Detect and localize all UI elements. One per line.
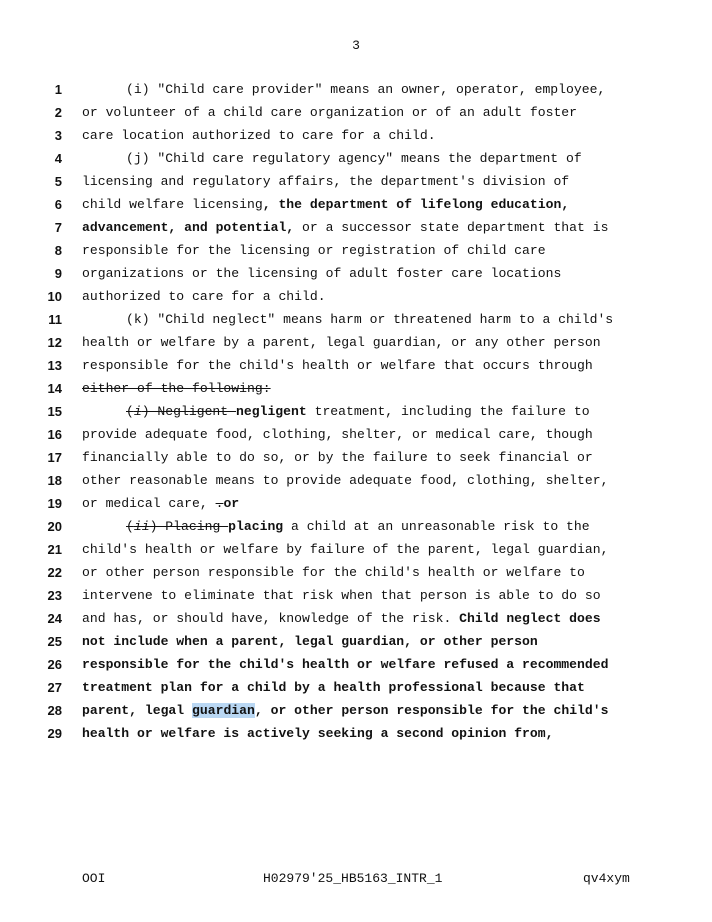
line-text: responsible for the licensing or registration of child care: [82, 243, 546, 258]
struck-text: ii: [133, 519, 150, 534]
inserted-text: negligent: [236, 404, 307, 419]
line-number: 8: [54, 243, 62, 258]
page-number: 3: [352, 38, 360, 53]
line-24: [0, 607, 712, 630]
line-number: 22: [47, 565, 62, 580]
line-7: [0, 216, 712, 239]
line-number: 9: [54, 266, 62, 281]
line-text: licensing and regulatory affairs, the department's division of: [82, 174, 570, 189]
text-run: a child at an unreasonable risk to the: [283, 519, 590, 534]
inserted-text: , or other person responsible for the child's: [254, 703, 609, 718]
line-9: [0, 262, 712, 285]
footer-version-code: qv4xym: [583, 871, 630, 886]
line-number: 23: [47, 588, 62, 603]
line-21: [0, 538, 712, 561]
inserted-text: not include when a parent, legal guardian, or other person: [82, 634, 538, 649]
line-number: 6: [54, 197, 62, 212]
struck-text: either of the following:: [82, 381, 271, 396]
line-text: (i) "Child care provider" means an owner, operator, employee,: [126, 82, 606, 97]
line-12: [0, 331, 712, 354]
line-text: authorized to care for a child.: [82, 289, 326, 304]
line-text: financially able to do so, or by the failure to seek financial or: [82, 450, 593, 465]
line-14: [0, 377, 712, 400]
line-number: 26: [47, 657, 62, 672]
line-number: 15: [47, 404, 62, 419]
line-text: or other person responsible for the child's health or welfare to: [82, 565, 585, 580]
line-number: 3: [54, 128, 62, 143]
footer-drafter-code: OOI: [82, 871, 106, 886]
struck-text: (: [126, 519, 134, 534]
line-27: [0, 676, 712, 699]
line-25: [0, 630, 712, 653]
text-run: child welfare licensing: [82, 197, 263, 212]
line-text: health or welfare by a parent, legal guardian, or any other person: [82, 335, 601, 350]
line-8: [0, 239, 712, 262]
struck-text: ) Placing: [149, 519, 229, 534]
inserted-text: health or welfare is actively seeking a second opinion from,: [82, 726, 554, 741]
line-number: 13: [47, 358, 62, 373]
footer-document-id: H02979'25_HB5163_INTR_1: [263, 871, 443, 886]
struck-text: (: [126, 404, 134, 419]
bill-text: [0, 78, 712, 745]
inserted-text: responsible for the child's health or welfare refused a recommended: [82, 657, 609, 672]
struck-text: i: [133, 404, 142, 419]
line-number: 10: [47, 289, 62, 304]
line-number: 12: [47, 335, 62, 350]
line-10: [0, 285, 712, 308]
line-26: [0, 653, 712, 676]
page-footer: [0, 871, 712, 889]
line-29: [0, 722, 712, 745]
line-text: [82, 197, 569, 212]
line-17: [0, 446, 712, 469]
line-text: [82, 220, 608, 235]
line-13: [0, 354, 712, 377]
line-number: 25: [47, 634, 62, 649]
line-number: 20: [47, 519, 62, 534]
line-text: (j) "Child care regulatory agency" means the department of: [126, 151, 582, 166]
line-19: [0, 492, 712, 515]
line-text: [82, 519, 590, 534]
line-text: [82, 496, 239, 511]
line-4: [0, 147, 712, 170]
line-text: intervene to eliminate that risk when that person is able to do so: [82, 588, 601, 603]
struck-text: .: [215, 496, 224, 511]
line-number: 4: [54, 151, 62, 166]
line-11: [0, 308, 712, 331]
line-3: [0, 124, 712, 147]
line-15: [0, 400, 712, 423]
line-number: 27: [47, 680, 62, 695]
inserted-text: placing: [228, 519, 284, 534]
line-5: [0, 170, 712, 193]
inserted-text: or: [223, 496, 240, 511]
line-18: [0, 469, 712, 492]
line-number: 11: [48, 312, 62, 327]
line-23: [0, 584, 712, 607]
inserted-text: parent, legal: [82, 703, 193, 718]
inserted-text: treatment plan for a child by a health professional because that: [82, 680, 585, 695]
line-number: 24: [47, 611, 62, 626]
line-text: other reasonable means to provide adequate food, clothing, shelter,: [82, 473, 609, 488]
line-20: [0, 515, 712, 538]
line-22: [0, 561, 712, 584]
line-text: provide adequate food, clothing, shelter, or medical care, though: [82, 427, 593, 442]
text-run: or medical care,: [82, 496, 216, 511]
line-28: [0, 699, 712, 722]
line-16: [0, 423, 712, 446]
text-run: treatment, including the failure to: [306, 404, 590, 419]
line-number: 29: [47, 726, 62, 741]
line-text: or volunteer of a child care organization or of an adult foster: [82, 105, 578, 120]
text-run: and has, or should have, knowledge of the risk.: [82, 611, 460, 626]
line-2: [0, 101, 712, 124]
line-number: 19: [47, 496, 62, 511]
inserted-text: , the department of lifelong education,: [262, 197, 570, 212]
line-number: 16: [47, 427, 62, 442]
line-number: 28: [47, 703, 62, 718]
selected-word[interactable]: guardian: [192, 703, 255, 718]
line-text: responsible for the child's health or welfare that occurs through: [82, 358, 593, 373]
line-text: organizations or the licensing of adult foster care locations: [82, 266, 562, 281]
line-text: [82, 703, 608, 718]
line-text: [82, 404, 590, 419]
line-number: 2: [54, 105, 62, 120]
line-number: 17: [47, 450, 62, 465]
inserted-text: Child neglect does: [459, 611, 601, 626]
line-number: 21: [47, 542, 62, 557]
line-number: 5: [54, 174, 62, 189]
line-number: 14: [47, 381, 62, 396]
struck-text: ) Negligent: [141, 404, 237, 419]
line-number: 18: [47, 473, 62, 488]
line-text: care location authorized to care for a child.: [82, 128, 436, 143]
text-run: or a successor state department that is: [294, 220, 609, 235]
line-text: [82, 611, 601, 626]
inserted-text: advancement, and potential,: [82, 220, 295, 235]
line-text: child's health or welfare by failure of the parent, legal guardian,: [82, 542, 609, 557]
line-number: 7: [54, 220, 62, 235]
line-number: 1: [54, 82, 62, 97]
line-text: (k) "Child neglect" means harm or threatened harm to a child's: [126, 312, 614, 327]
line-1: [0, 78, 712, 101]
line-6: [0, 193, 712, 216]
